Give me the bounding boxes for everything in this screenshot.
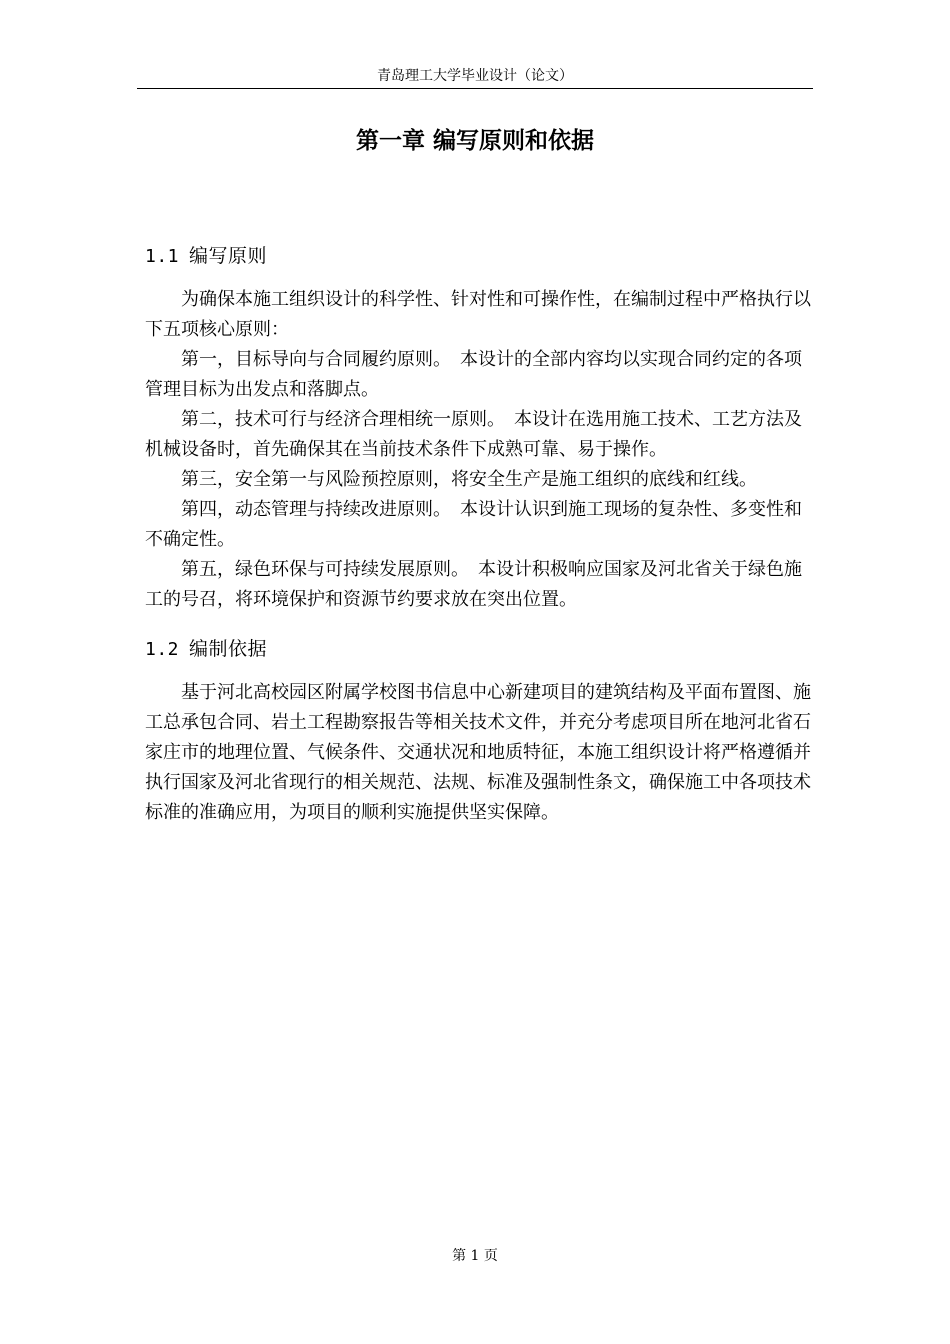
paragraph: 第一，目标导向与合同履约原则。 本设计的全部内容均以实现合同约定的各项管理目标为出发点和落脚点。 <box>145 349 802 400</box>
section-title: 编制依据 <box>189 638 268 660</box>
section-body-1-2 <box>145 678 815 828</box>
section-title: 编写原则 <box>189 245 268 267</box>
paragraph: 第四，动态管理与持续改进原则。 本设计认识到施工现场的复杂性、多变性和不确定性。 <box>145 499 802 550</box>
section-number: 1.1 <box>145 246 180 267</box>
paragraph: 第五，绿色环保与可持续发展原则。 本设计积极响应国家及河北省关于绿色施工的号召，将环境保护和资源节约要求放在突出位置。 <box>145 559 802 610</box>
paragraph: 基于河北高校园区附属学校图书信息中心新建项目的建筑结构及平面布置图、施工总承包合同、岩土工程勘察报告等相关技术文件，并充分考虑项目所在地河北省石家庄市的地理位置、气候条件、交通状况和地质特征，本施工组织设计将严格遵循并执行国家及河北省现行的相关规范、法规、标准及强制性条文，确保施工中各项技术标准的准确应用，为项目的顺利实施提供坚实保障。 <box>145 682 811 823</box>
paragraph: 第三，安全第一与风险预控原则，将安全生产是施工组织的底线和红线。 <box>181 469 757 490</box>
header-rule <box>137 88 813 89</box>
section-number: 1.2 <box>145 639 180 660</box>
section-heading-1-1 <box>145 242 267 271</box>
paragraph: 为确保本施工组织设计的科学性、针对性和可操作性，在编制过程中严格执行以下五项核心原则： <box>145 289 811 340</box>
page-number: 第 1 页 <box>452 1248 498 1264</box>
section-body-1-1 <box>145 285 815 615</box>
chapter-title: 第一章 编写原则和依据 <box>355 128 594 154</box>
paragraph: 第二，技术可行与经济合理相统一原则。 本设计在选用施工技术、工艺方法及机械设备时，首先确保其在当前技术条件下成熟可靠、易于操作。 <box>145 409 802 460</box>
section-heading-1-2 <box>145 635 267 664</box>
page-header: 青岛理工大学毕业设计（论文） <box>377 68 573 84</box>
